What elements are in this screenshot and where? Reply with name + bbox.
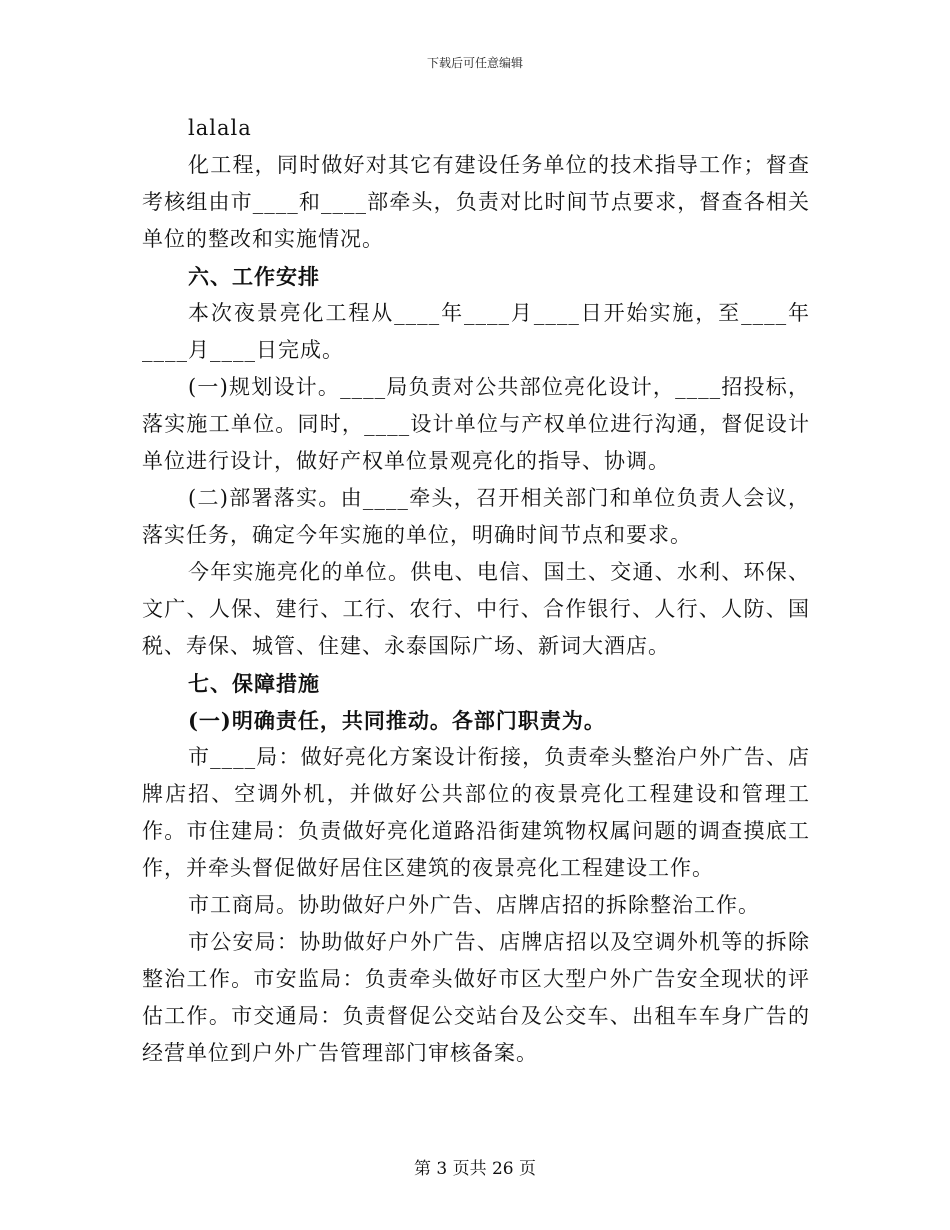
- section-heading-work-arrangement: 六、工作安排: [188, 264, 320, 289]
- paragraph-planning-design: (一)规划设计。____局负责对公共部位亮化设计，____招投标，落实施工单位。同时，____设计单位与产权单位进行沟通，督促设计单位进行设计，做好产权单位景观亮化的指导、协调。: [142, 375, 810, 473]
- page-footer: 第 3 页共 26 页: [413, 1159, 537, 1179]
- subsection-heading-responsibilities: (一)明确责任，共同推动。各部门职责为。: [188, 708, 606, 733]
- section-heading-safeguards: 七、保障措施: [188, 671, 320, 696]
- paragraph-police-bureau: 市公安局：协助做好户外广告、店牌店招以及空调外机等的拆除整治工作。市安监局：负责牵头做好市区大型户外广告安全现状的评估工作。市交通局：负责督促公交站台及公交车、出租车车身广告的经营单位到户外广告管理部门审核备案。: [142, 930, 810, 1065]
- paragraph-supervision: 化工程，同时做好对其它有建设任务单位的技术指导工作；督查考核组由市____和____部牵头，负责对比时间节点要求，督查各相关单位的整改和实施情况。: [142, 153, 810, 251]
- paragraph-units-list: 今年实施亮化的单位。供电、电信、国土、交通、水利、环保、文广、人保、建行、工行、农行、中行、合作银行、人行、人防、国税、寿保、城管、住建、永泰国际广场、新词大酒店。: [142, 560, 810, 658]
- paragraph-intro: lalala: [188, 116, 252, 140]
- paragraph-schedule: 本次夜景亮化工程从____年____月____日开始实施，至____年____月____日完成。: [142, 301, 810, 362]
- paragraph-deployment: (二)部署落实。由____牵头，召开相关部门和单位负责人会议，落实任务，确定今年实施的单位，明确时间节点和要求。: [142, 486, 810, 547]
- document-body: [142, 110, 810, 1072]
- paragraph-bureau-duties: 市____局：做好亮化方案设计衔接，负责牵头整治户外广告、店牌店招、空调外机，并做好公共部位的夜景亮化工程建设和管理工作。市住建局：负责做好亮化道路沿街建筑物权属问题的调查摸底工作，并牵头督促做好居住区建筑的夜景亮化工程建设工作。: [142, 745, 810, 880]
- page-header: 下载后可任意编辑: [426, 56, 523, 70]
- paragraph-commerce-bureau: 市工商局。协助做好户外广告、店牌店招的拆除整治工作。: [188, 893, 760, 917]
